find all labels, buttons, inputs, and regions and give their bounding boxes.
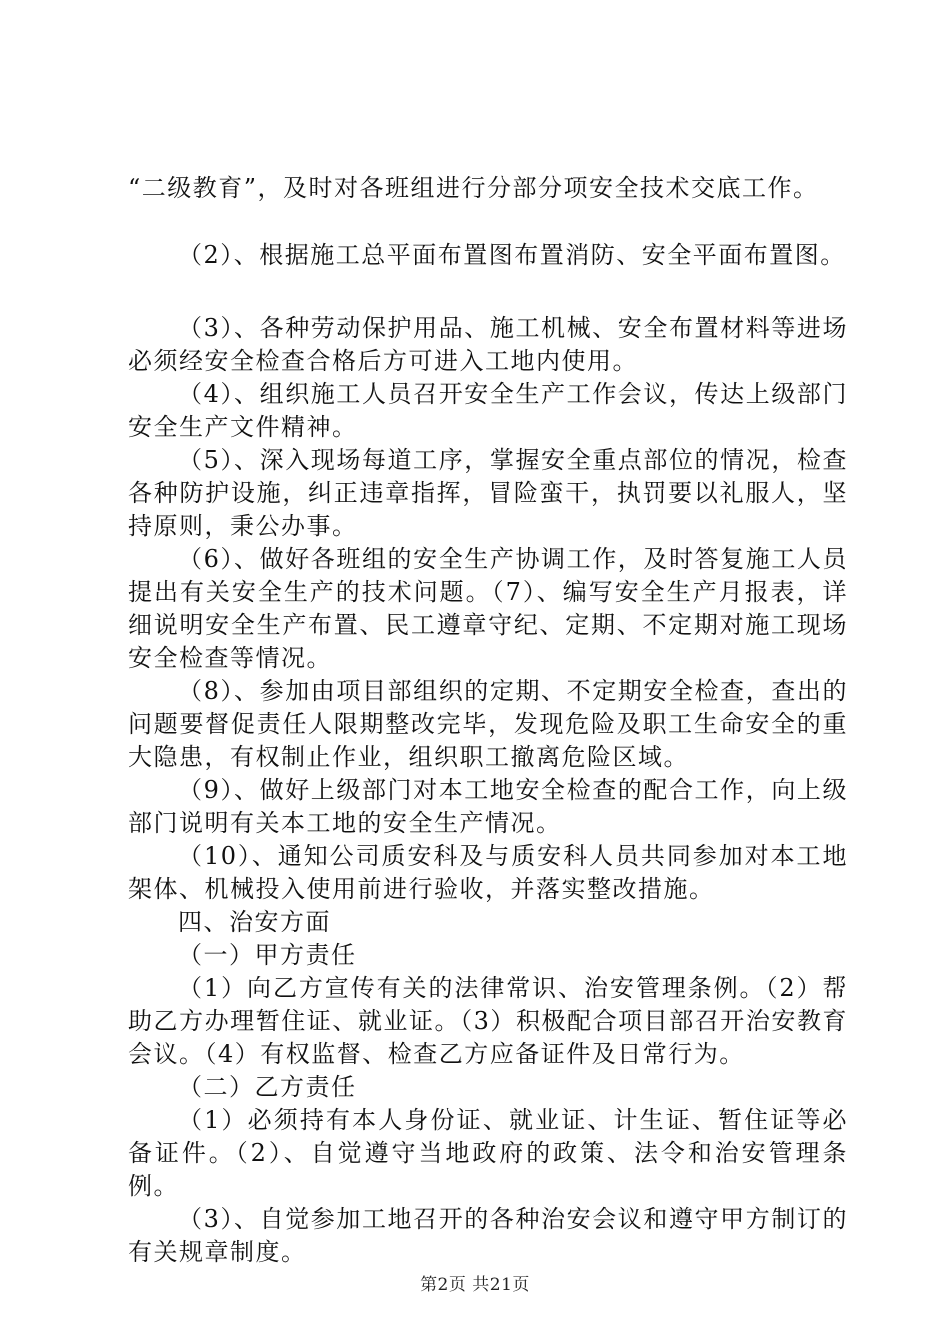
- paragraph-item-9: （9）、做好上级部门对本工地安全检查的配合工作，向上级部门说明有关本工地的安全生产情况。: [128, 776, 848, 837]
- paragraph-party-b-duties: （1）必须持有本人身份证、就业证、计生证、暂住证等必备证件。（2）、自觉遵守当地政府的政策、法令和治安管理条例。: [128, 1106, 848, 1200]
- paragraph-item-4: （4）、组织施工人员召开安全生产工作会议，传达上级部门安全生产文件精神。: [128, 380, 848, 441]
- paragraph-item-10: （10）、通知公司质安科及与质安科人员共同参加对本工地架体、机械投入使用前进行验收，并落实整改措施。: [128, 842, 848, 903]
- paragraph-item-6-7: （6）、做好各班组的安全生产协调工作，及时答复施工人员提出有关安全生产的技术问题。（7）、编写安全生产月报表，详细说明安全生产布置、民工遵章守纪、定期、不定期对施工现场安全检查等情况。: [128, 545, 848, 672]
- subheading-party-b: （二）乙方责任: [178, 1073, 357, 1101]
- section-heading-security: 四、治安方面: [178, 908, 331, 936]
- subheading-party-a: （一）甲方责任: [178, 941, 357, 969]
- paragraph-item-8: （8）、参加由项目部组织的定期、不定期安全检查，查出的问题要督促责任人限期整改完毕，发现危险及职工生命安全的重大隐患，有权制止作业，组织职工撤离危险区域。: [128, 677, 848, 771]
- paragraph-item-5: （5）、深入现场每道工序，掌握安全重点部位的情况，检查各种防护设施，纠正违章指挥，冒险蛮干，执罚要以礼服人，坚持原则，秉公办事。: [128, 446, 848, 540]
- paragraph-item-3: （3）、各种劳动保护用品、施工机械、安全布置材料等进场必须经安全检查合格后方可进入工地内使用。: [128, 314, 848, 375]
- paragraph-secondary-education: “二级教育”，及时对各班组进行分部分项安全技术交底工作。: [128, 174, 819, 202]
- paragraph-party-a-duties: （1）向乙方宣传有关的法律常识、治安管理条例。（2）帮助乙方办理暂住证、就业证。（3）积极配合项目部召开治安教育会议。（4）有权监督、检查乙方应备证件及日常行为。: [128, 974, 848, 1068]
- paragraph-party-b-item-3: （3）、自觉参加工地召开的各种治安会议和遵守甲方制订的有关规章制度。: [128, 1205, 848, 1266]
- paragraph-item-2: （2）、根据施工总平面布置图布置消防、安全平面布置图。: [178, 241, 846, 269]
- document-body: [128, 172, 848, 1269]
- page-number-footer: 第2页 共21页: [420, 1275, 530, 1295]
